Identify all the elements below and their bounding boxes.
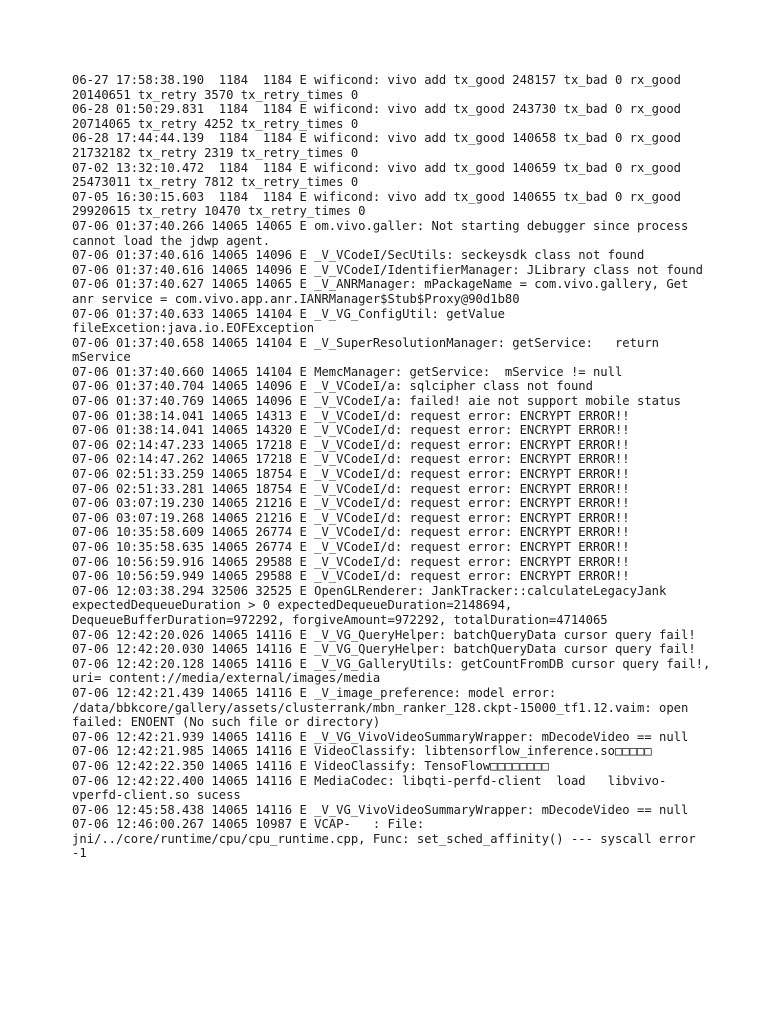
log-line: 07-06 01:38:14.041 14065 14320 E _V_VCodeI/d: request error: ENCRYPT ERROR!! (72, 423, 630, 438)
log-line: 07-06 03:07:19.230 14065 21216 E _V_VCodeI/d: request error: ENCRYPT ERROR!! (72, 496, 630, 511)
log-line: 07-06 12:42:21.939 14065 14116 E _V_VG_VivoVideoSummaryWrapper: mDecodeVideo == null (72, 729, 689, 744)
log-lines (72, 73, 718, 861)
log-line: 07-06 10:56:59.949 14065 29588 E _V_VCodeI/d: request error: ENCRYPT ERROR!! (72, 569, 630, 584)
log-line: 07-02 13:32:10.472 1184 1184 E wificond: vivo add tx_good 140659 tx_bad 0 rx_good 25473011 tx_retry 7812 tx_retry_times 0 (72, 160, 689, 190)
log-line: 07-06 01:37:40.266 14065 14065 E om.vivo.galler: Not starting debugger since process cannot load the jdwp agent. (72, 218, 696, 248)
log-line: 07-06 12:42:22.350 14065 14116 E VideoClassify: TensoFlow□□□□□□□□ (72, 758, 549, 773)
log-line: 07-06 12:42:20.128 14065 14116 E _V_VG_GalleryUtils: getCountFromDB cursor query fail!, uri= content://media/external/images/media (72, 656, 718, 686)
log-line: 07-06 01:38:14.041 14065 14313 E _V_VCodeI/d: request error: ENCRYPT ERROR!! (72, 408, 630, 423)
log-line: 07-06 01:37:40.633 14065 14104 E _V_VG_ConfigUtil: getValue fileExcetion:java.io.EOFException (72, 306, 513, 336)
log-line: 07-06 12:46:00.267 14065 10987 E VCAP- : File: jni/../core/runtime/cpu/cpu_runtime.cpp, Func: set_sched_affinity() --- syscall error -1 (72, 817, 704, 861)
log-line: 07-06 01:37:40.704 14065 14096 E _V_VCodeI/a: sqlcipher class not found (72, 379, 593, 394)
log-line: 07-06 02:51:33.259 14065 18754 E _V_VCodeI/d: request error: ENCRYPT ERROR!! (72, 467, 630, 482)
log-line: 07-06 01:37:40.616 14065 14096 E _V_VCodeI/IdentifierManager: JLibrary class not found (72, 262, 704, 277)
log-line: 07-06 02:14:47.233 14065 17218 E _V_VCodeI/d: request error: ENCRYPT ERROR!! (72, 437, 630, 452)
log-line: 06-28 17:44:44.139 1184 1184 E wificond: vivo add tx_good 140658 tx_bad 0 rx_good 21732182 tx_retry 2319 tx_retry_times 0 (72, 131, 689, 160)
log-document (72, 73, 718, 861)
log-line: 07-06 01:37:40.627 14065 14065 E _V_ANRManager: mPackageName = com.vivo.gallery, Get anr service = com.vivo.app.anr.IANRManager$Stub$Proxy@90d1b80 (72, 277, 696, 306)
log-line: 07-06 03:07:19.268 14065 21216 E _V_VCodeI/d: request error: ENCRYPT ERROR!! (72, 510, 630, 525)
log-line: 07-06 12:42:21.439 14065 14116 E _V_image_preference: model error: /data/bbkcore/gallery/assets/clusterrank/mbn_ranker_128.ckpt-15000_tf1.12.vaim: open failed: ENOENT (No such file or directory) (72, 685, 696, 730)
log-line: 07-06 01:37:40.658 14065 14104 E _V_SuperResolutionManager: getService: return mService (72, 335, 667, 365)
log-line: 07-06 12:45:58.438 14065 14116 E _V_VG_VivoVideoSummaryWrapper: mDecodeVideo == null (72, 802, 689, 817)
log-line: 07-06 12:42:22.400 14065 14116 E MediaCodec: libqti-perfd-client load libvivo-vperfd-client.so sucess (72, 773, 667, 803)
log-line: 07-06 12:03:38.294 32506 32525 E OpenGLRenderer: JankTracker::calculateLegacyJank expectedDequeueDuration > 0 expectedDequeueDuration=2148694, DequeueBufferDuration=972292, forgiveAmount=972292, totalDuration=4714065 (72, 583, 674, 627)
log-line: 07-06 12:42:21.985 14065 14116 E VideoClassify: libtensorflow_inference.so□□□□□ (72, 744, 652, 759)
log-line: 07-06 10:56:59.916 14065 29588 E _V_VCodeI/d: request error: ENCRYPT ERROR!! (72, 554, 630, 569)
log-line: 07-06 02:51:33.281 14065 18754 E _V_VCodeI/d: request error: ENCRYPT ERROR!! (72, 481, 630, 496)
log-line: 07-06 10:35:58.635 14065 26774 E _V_VCodeI/d: request error: ENCRYPT ERROR!! (72, 540, 630, 554)
log-line: 07-06 01:37:40.660 14065 14104 E MemcManager: getService: mService != null (72, 364, 623, 379)
log-line: 07-05 16:30:15.603 1184 1184 E wificond: vivo add tx_good 140655 tx_bad 0 rx_good 29920615 tx_retry 10470 tx_retry_times 0 (72, 189, 689, 219)
log-line: 07-06 12:42:20.026 14065 14116 E _V_VG_QueryHelper: batchQueryData cursor query fail! (72, 627, 696, 642)
log-line: 07-06 12:42:20.030 14065 14116 E _V_VG_QueryHelper: batchQueryData cursor query fail! (72, 642, 696, 657)
log-line: 06-27 17:58:38.190 1184 1184 E wificond: vivo add tx_good 248157 tx_bad 0 rx_good 20140651 tx_retry 3570 tx_retry_times 0 (72, 73, 689, 102)
log-line: 07-06 01:37:40.769 14065 14096 E _V_VCodeI/a: failed! aie not support mobile status (72, 394, 682, 409)
log-line: 07-06 10:35:58.609 14065 26774 E _V_VCodeI/d: request error: ENCRYPT ERROR!! (72, 525, 630, 540)
log-line: 06-28 01:50:29.831 1184 1184 E wificond: vivo add tx_good 243730 tx_bad 0 rx_good 20714065 tx_retry 4252 tx_retry_times 0 (72, 102, 689, 131)
log-line: 07-06 01:37:40.616 14065 14096 E _V_VCodeI/SecUtils: seckeysdk class not found (72, 248, 645, 263)
log-line: 07-06 02:14:47.262 14065 17218 E _V_VCodeI/d: request error: ENCRYPT ERROR!! (72, 452, 630, 467)
